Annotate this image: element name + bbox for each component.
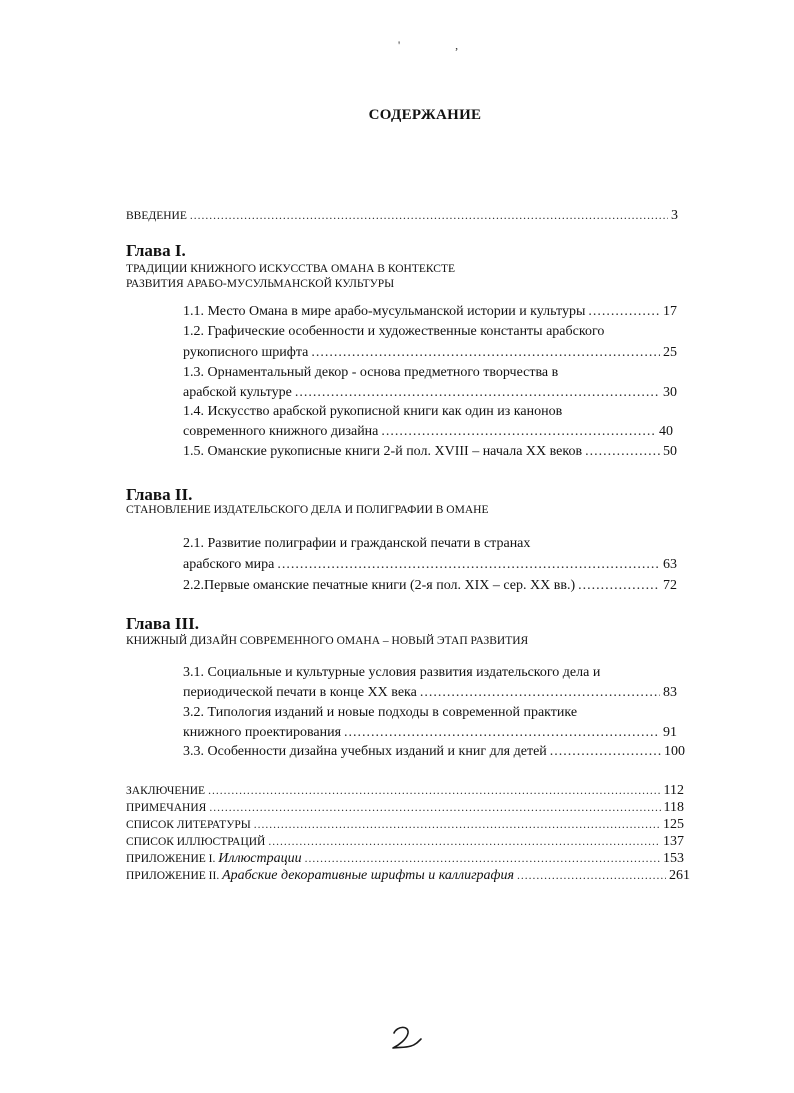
toc-page-number: 25 xyxy=(663,345,677,360)
toc-entry-label: 3.3. Особенности дизайна учебных изданий и книг для детей xyxy=(183,744,547,759)
toc-entry-label: рукописного шрифта xyxy=(183,345,309,360)
toc-entry-label xyxy=(126,851,302,867)
toc-page-number: 40 xyxy=(659,424,673,439)
page-title: СОДЕРЖАНИЕ xyxy=(368,107,482,123)
toc-entry-label: арабского мира xyxy=(183,557,275,572)
chapter-2-subtitle-line-1: СТАНОВЛЕНИЕ ИЗДАТЕЛЬСКОГО ДЕЛА И ПОЛИГРАФИИ В ОМАНЕ xyxy=(126,504,489,516)
toc-page-number: 30 xyxy=(663,385,677,400)
toc-page-number: 125 xyxy=(663,817,684,832)
toc-entry-3-3[interactable] xyxy=(183,744,685,760)
toc-entry-2-2[interactable] xyxy=(183,578,677,594)
toc-leader xyxy=(190,210,668,222)
toc-entry-label: книжного проектирования xyxy=(183,725,342,740)
toc-entry-appendix-1[interactable] xyxy=(126,851,684,867)
toc-entry-illustrations-list[interactable] xyxy=(126,834,684,850)
toc-entry-label: 1.5. Оманские рукописные книги 2-й пол. XVIII – начала XX веков xyxy=(183,444,583,459)
toc-leader xyxy=(277,557,660,573)
toc-page-number: 261 xyxy=(669,868,690,883)
toc-entry-label: ЗАКЛЮЧЕНИЕ xyxy=(126,785,206,797)
toc-entry-1-2[interactable] xyxy=(183,345,677,361)
toc-page-number: 100 xyxy=(664,744,685,759)
chapter-1-subtitle-line-2: РАЗВИТИЯ АРАБО-МУСУЛЬМАНСКОЙ КУЛЬТУРЫ xyxy=(126,278,395,290)
header-marks: ' , xyxy=(398,38,485,52)
toc-entry-bibliography[interactable] xyxy=(126,817,684,833)
toc-entry-label: СПИСОК ЛИТЕРАТУРЫ xyxy=(126,819,251,831)
toc-entry-label: СПИСОК ИЛЛЮСТРАЦИЙ xyxy=(126,836,266,848)
toc-entry-1-3-line-1[interactable]: 1.3. Орнаментальный декор - основа предметного творчества в xyxy=(183,365,559,380)
toc-entry-label: ВВЕДЕНИЕ xyxy=(126,210,187,222)
toc-entry-3-1[interactable] xyxy=(183,685,677,701)
toc-entry-1-1[interactable] xyxy=(183,304,677,320)
toc-page-number: 50 xyxy=(663,444,677,459)
toc-entry-3-2-line-1[interactable]: 3.2. Типология изданий и новые подходы в современной практике xyxy=(183,705,578,720)
appendix-label: ПРИЛОЖЕНИЕ I. xyxy=(126,853,216,865)
toc-entry-1-5[interactable] xyxy=(183,444,677,460)
toc-entry-label: периодической печати в конце XX века xyxy=(183,685,417,700)
toc-entry-label: 2.2.Первые оманские печатные книги (2-я пол. XIX – сер. XX вв.) xyxy=(183,578,576,593)
toc-entry-label: арабской культуре xyxy=(183,385,292,400)
toc-entry-label: современного книжного дизайна xyxy=(183,424,379,439)
toc-entry-3-1-line-1[interactable]: 3.1. Социальные и культурные условия развития издательского дела и xyxy=(183,665,601,680)
toc-entry-1-3[interactable] xyxy=(183,385,677,401)
toc-leader xyxy=(550,744,661,760)
toc-leader xyxy=(295,385,660,401)
toc-entry-notes[interactable] xyxy=(126,800,684,816)
toc-entry-1-4-line-1[interactable]: 1.4. Искусство арабской рукописной книги как один из канонов xyxy=(183,404,563,419)
toc-leader xyxy=(578,578,660,594)
toc-entry-2-1[interactable] xyxy=(183,557,677,573)
toc-leader xyxy=(268,836,660,848)
chapter-1-heading: Глава I. xyxy=(126,241,186,260)
toc-page-number: 63 xyxy=(663,557,677,572)
chapter-3-subtitle-line-1: КНИЖНЫЙ ДИЗАЙН СОВРЕМЕННОГО ОМАНА – НОВЫЙ ЭТАП РАЗВИТИЯ xyxy=(126,635,529,647)
toc-leader xyxy=(344,725,660,741)
toc-page-number: 83 xyxy=(663,685,677,700)
toc-page-number: 72 xyxy=(663,578,677,593)
toc-leader xyxy=(208,785,660,797)
chapter-2-heading: Глава II. xyxy=(126,485,193,504)
chapter-3-heading: Глава III. xyxy=(126,614,199,633)
appendix-label: ПРИЛОЖЕНИЕ II. xyxy=(126,870,220,882)
toc-page-number: 91 xyxy=(663,725,677,740)
toc-leader xyxy=(311,345,660,361)
toc-entry-label: 1.1. Место Омана в мире арабо-мусульманской истории и культуры xyxy=(183,304,586,319)
toc-entry-intro[interactable] xyxy=(126,208,678,224)
toc-page-number: 112 xyxy=(663,783,684,798)
toc-entry-label: ПРИМЕЧАНИЯ xyxy=(126,802,207,814)
appendix-title: Иллюстрации xyxy=(218,851,302,866)
toc-page-number: 3 xyxy=(671,208,678,223)
toc-entry-1-2-line-1[interactable]: 1.2. Графические особенности и художественные константы арабского xyxy=(183,324,605,339)
toc-leader xyxy=(585,444,660,460)
toc-leader xyxy=(305,853,660,865)
toc-entry-3-2[interactable] xyxy=(183,725,677,741)
chapter-1-subtitle-line-1: ТРАДИЦИИ КНИЖНОГО ИСКУССТВА ОМАНА В КОНТЕКСТЕ xyxy=(126,263,455,275)
toc-leader xyxy=(588,304,660,320)
appendix-title: Арабские декоративные шрифты и каллиграфия xyxy=(222,868,515,883)
toc-entry-2-1-line-1[interactable]: 2.1. Развитие полиграфии и гражданской печати в странах xyxy=(183,536,531,551)
toc-entry-appendix-2[interactable] xyxy=(126,868,690,884)
toc-page-number: 137 xyxy=(663,834,684,849)
handwritten-page-number-icon xyxy=(389,1025,423,1051)
toc-entry-label xyxy=(126,868,514,884)
toc-leader xyxy=(381,424,656,440)
toc-page-number: 17 xyxy=(663,304,677,319)
toc-entry-1-4[interactable] xyxy=(183,424,673,440)
toc-leader xyxy=(254,819,660,831)
toc-leader xyxy=(209,802,660,814)
toc-page-number: 118 xyxy=(663,800,684,815)
toc-leader xyxy=(517,870,666,882)
toc-page-number: 153 xyxy=(663,851,684,866)
toc-leader xyxy=(420,685,660,701)
toc-entry-conclusion[interactable] xyxy=(126,783,684,799)
